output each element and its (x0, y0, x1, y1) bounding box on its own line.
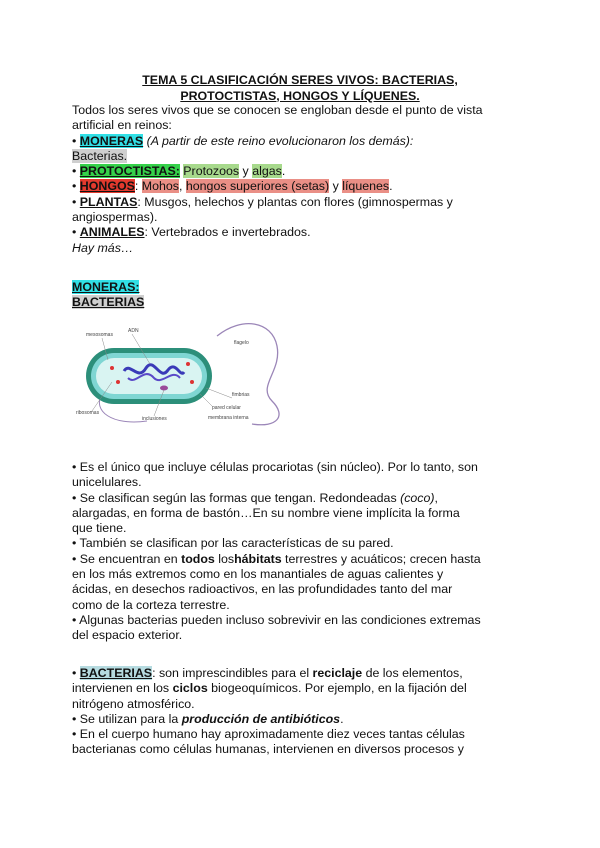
fact-4b: en los más extremos como en los manantiales de aguas calientes y (72, 567, 444, 582)
label-adn: ADN (128, 328, 139, 334)
fact-4a-text: • Se encuentran en (72, 551, 182, 566)
plantas-text-1: : Musgos, helechos y plantas con flores (gimnospermas y (137, 194, 453, 209)
label-flagelo: flagelo (234, 340, 249, 346)
protoctistas-end: . (281, 164, 286, 179)
ribosome (190, 380, 194, 384)
protoctistas-sep: y (239, 164, 253, 179)
bacterias-text-1: : son imprescindibles para el (152, 666, 313, 680)
ribosome (186, 362, 190, 366)
bacterias-name: BACTERIAS (79, 666, 153, 680)
kingdom-name-hongos: HONGOS (79, 179, 135, 194)
kingdom-name-animales: ANIMALES (79, 225, 145, 240)
page-title (72, 73, 528, 104)
hongos-end: . (389, 179, 393, 194)
fact-1b: unicelulares. (72, 475, 142, 490)
kingdom-name-protoctistas: PROTOCTISTAS: (79, 164, 180, 179)
kingdom-protoctistas (72, 164, 512, 179)
fact-2a-coco: (coco) (400, 490, 435, 505)
fact-4a-todos: todos (181, 551, 215, 566)
fact-4a-rest: terrestres y acuáticos; crecen hasta (281, 551, 481, 566)
hongos-item-1: Mohos (141, 179, 179, 194)
bacterias-text-3: intervienen en los (72, 681, 173, 696)
moneras-note: (A partir de este reino evolucionaron los demás): (143, 133, 414, 148)
bacterias-line-4 (72, 712, 497, 727)
hongos-sep-1: , (178, 179, 186, 194)
kingdom-plantas (72, 195, 512, 210)
bullet: • (72, 164, 77, 179)
label-mesosomas: mesosomas (86, 332, 113, 338)
label-pared: pared celular (212, 405, 241, 411)
bullet: • (72, 666, 80, 680)
fact-2b: alargadas, en forma de bastón…En su nombre viene implícita la forma (72, 505, 460, 520)
label-membrana: membrana interna (208, 415, 249, 421)
intro-line-2: artificial en reinos: (72, 118, 172, 133)
intro-line-1: Todos los seres vivos que se conocen se engloban desde el punto de vista (72, 103, 483, 117)
bacterias-reciclaje: reciclaje (312, 666, 363, 680)
moneras-example-text: Bacterias. (72, 148, 128, 163)
title-line-2: PROTOCTISTAS, HONGOS Y LÍQUENES. (180, 88, 420, 103)
bacterias-line-1 (72, 666, 497, 681)
fact-2a-comma: , (434, 490, 438, 505)
fact-4d: como de la corteza terrestre. (72, 597, 230, 612)
hongos-item-2: hongos superiores (setas) (185, 179, 330, 194)
fact-5b: del espacio exterior. (72, 628, 183, 643)
kingdom-animales (72, 225, 512, 240)
ribosome (116, 380, 120, 384)
fact-4c: ácidas, en desechos radioactivos, en las profundidades tanto del mar (72, 582, 453, 597)
bullet: • (72, 225, 77, 240)
label-inclusiones: inclusiones (142, 416, 167, 422)
bullet: • (72, 179, 77, 194)
plantas-text-2: angiospermas). (72, 210, 158, 225)
bacterias-text-7: . (340, 711, 344, 726)
bacteria-diagram (72, 316, 302, 431)
bacterias-text-4: biogeoquímicos. Por ejemplo, en la fijación del (207, 681, 467, 696)
moneras-example (72, 149, 512, 164)
protoctistas-item-2: algas (252, 164, 282, 179)
bacterias-line-3: nitrógeno atmosférico. (72, 696, 195, 711)
hongos-colon: : (134, 179, 139, 194)
section-heading (72, 280, 482, 311)
fact-4a (72, 552, 497, 567)
bacteria-facts (72, 460, 497, 644)
hongos-sep-2: y (329, 179, 343, 194)
bacterias-line-6: bacterianas como células humanas, intervienen en diversos procesos y (72, 742, 464, 757)
kingdoms-section (72, 103, 512, 256)
kingdom-name-plantas: PLANTAS (79, 194, 138, 209)
bacterias-ciclos: ciclos (172, 681, 208, 696)
bacterias-text-6: • Se utilizan para la (72, 711, 182, 726)
kingdom-moneras (72, 134, 512, 149)
hongos-item-3: líquenes (342, 179, 390, 194)
bacterias-line-2 (72, 681, 497, 696)
bacterias-antibioticos: producción de antibióticos (181, 711, 341, 726)
inclusion (160, 386, 168, 391)
heading-bacterias: BACTERIAS (72, 295, 145, 310)
bullet: • (72, 194, 77, 209)
label-fimbrias: fimbrias (232, 392, 250, 398)
title-line-1: TEMA 5 CLASIFICACIÓN SERES VIVOS: BACTERIAS, (142, 73, 458, 87)
fact-3: • También se clasifican por las características de su pared. (72, 536, 394, 551)
fact-4a-habitats: hábitats (234, 551, 282, 566)
fact-4a-los: los (214, 551, 235, 566)
heading-moneras: MONERAS: (72, 280, 140, 294)
ribosome (110, 366, 114, 370)
fact-5a: • Algunas bacterias pueden incluso sobrevivir en las condiciones extremas (72, 612, 481, 627)
fact-2a (72, 491, 497, 506)
kingdom-name-moneras: MONERAS (79, 133, 144, 148)
bacterias-text-2: de los elementos, (362, 666, 463, 680)
animales-text: : Vertebrados e invertebrados. (144, 225, 311, 240)
protoctistas-item-1: Protozoos (183, 164, 240, 179)
label-ribosomas: ribosomas (76, 410, 100, 416)
kingdom-hongos (72, 179, 512, 194)
fact-1a: • Es el único que incluye células procariotas (sin núcleo). Por lo tanto, son (72, 460, 478, 474)
bullet: • (72, 133, 77, 148)
bacterias-importance (72, 666, 497, 758)
fact-2a-text: • Se clasifican según las formas que tengan. Redondeadas (72, 490, 401, 505)
fact-2c: que tiene. (72, 521, 127, 536)
bacterias-line-5: • En el cuerpo humano hay aproximadamente diez veces tantas células (72, 727, 465, 742)
more-note: Hay más… (72, 240, 134, 255)
